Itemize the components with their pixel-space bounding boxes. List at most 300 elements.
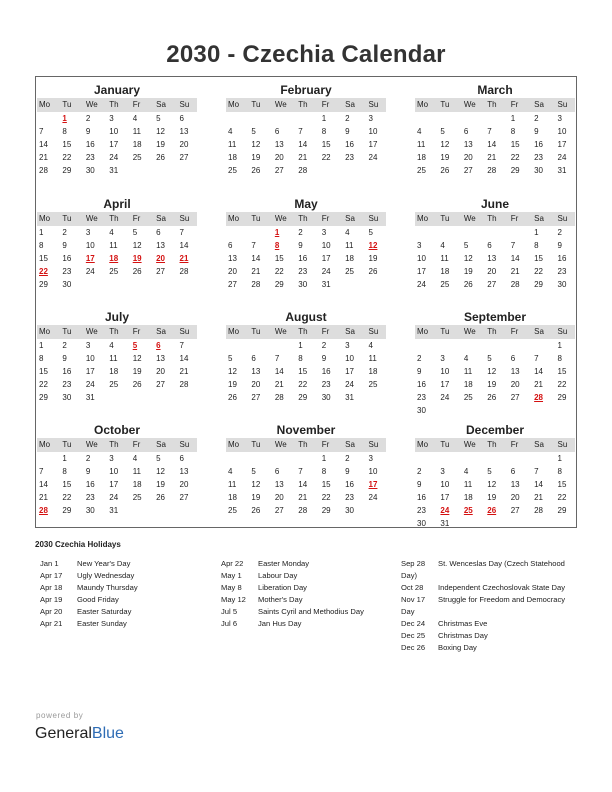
holiday-date: Apr 17: [40, 571, 63, 580]
day-cell: 7: [39, 467, 44, 476]
day-cell: 10: [417, 254, 426, 263]
day-cell: 21: [179, 367, 189, 376]
day-cell: 16: [62, 254, 72, 263]
day-cell: 25: [109, 380, 119, 389]
day-cell: 18: [228, 153, 237, 162]
holiday-list-item: [401, 630, 576, 642]
day-cell: 5: [156, 454, 161, 463]
weekday-label: Su: [557, 100, 568, 109]
holiday-name: Christmas Eve: [438, 619, 488, 628]
holiday-day-cell: 18: [109, 254, 119, 263]
weekday-label: Tu: [62, 440, 72, 449]
empty-cell: [226, 339, 249, 352]
holiday-date: Jan 1: [40, 559, 59, 568]
empty-cell: [485, 112, 508, 125]
weekday-header: [226, 325, 386, 339]
holiday-name: Easter Saturday: [77, 607, 132, 616]
holiday-list-item: [40, 582, 215, 594]
day-cell: 11: [109, 354, 118, 363]
day-cell: 1: [321, 454, 327, 463]
day-cell: 21: [39, 493, 48, 502]
day-cell: 19: [156, 140, 166, 149]
day-cell: 31: [557, 166, 567, 175]
holiday-list-item: [221, 594, 396, 606]
week-row: [415, 339, 575, 352]
holiday-column-2: [221, 558, 396, 630]
empty-cell: [556, 517, 579, 530]
day-cell: 25: [345, 267, 355, 276]
day-cell: 30: [417, 406, 426, 415]
weekday-label: Fr: [510, 327, 519, 336]
weekday-label: Mo: [417, 214, 429, 223]
day-cell: 5: [156, 114, 161, 123]
day-cell: 20: [463, 153, 473, 162]
day-cell: 1: [534, 228, 539, 237]
holiday-day-cell: 17: [368, 480, 378, 489]
empty-cell: [249, 339, 272, 352]
day-cell: 23: [62, 380, 72, 389]
day-cell: 31: [109, 506, 119, 515]
weekday-label: Tu: [62, 100, 72, 109]
day-cell: 11: [228, 480, 237, 489]
day-cell: 17: [417, 267, 426, 276]
day-cell: 18: [132, 480, 142, 489]
day-cell: 30: [557, 280, 567, 289]
day-cell: 5: [440, 127, 445, 136]
weekday-label: Sa: [534, 100, 544, 109]
day-cell: 6: [274, 127, 280, 136]
day-cell: 5: [132, 228, 138, 237]
weekday-label: Su: [179, 327, 190, 336]
empty-cell: [438, 452, 461, 465]
day-cell: 18: [109, 367, 119, 376]
empty-cell: [226, 226, 249, 239]
day-cell: 29: [39, 280, 48, 289]
weekday-label: Th: [487, 100, 497, 109]
day-cell: 9: [557, 241, 562, 250]
weekday-label: Su: [368, 100, 379, 109]
empty-cell: [367, 278, 390, 291]
day-cell: 30: [85, 166, 95, 175]
day-cell: 29: [321, 506, 331, 515]
weekday-header: [415, 325, 575, 339]
day-cell: 6: [251, 354, 256, 363]
holiday-list-item: [221, 606, 396, 618]
day-cell: 7: [298, 467, 303, 476]
day-cell: 20: [510, 380, 520, 389]
day-cell: 14: [39, 140, 48, 149]
month-november: [226, 422, 386, 517]
day-cell: 12: [251, 140, 261, 149]
day-cell: 11: [109, 241, 118, 250]
week-row: [415, 239, 575, 252]
holiday-list-item: [40, 606, 215, 618]
day-cell: 27: [510, 393, 520, 402]
empty-cell: [249, 452, 272, 465]
day-cell: 25: [109, 267, 119, 276]
day-cell: 16: [62, 367, 72, 376]
day-cell: 18: [417, 153, 426, 162]
weekday-label: Mo: [228, 100, 240, 109]
day-cell: 24: [109, 493, 119, 502]
holiday-name: Maundy Thursday: [77, 583, 138, 592]
day-cell: 30: [345, 506, 355, 515]
empty-cell: [462, 404, 485, 417]
week-row: [415, 278, 575, 291]
day-cell: 21: [39, 153, 48, 162]
day-cell: 1: [298, 341, 303, 350]
day-cell: 3: [321, 228, 327, 237]
week-row: [226, 239, 386, 252]
weekday-label: Th: [298, 214, 308, 223]
holiday-list-item: [40, 618, 215, 630]
powered-by-text: powered by: [36, 711, 84, 720]
brand-logo[interactable]: [35, 725, 124, 743]
weekday-label: Th: [487, 214, 497, 223]
day-cell: 11: [368, 354, 377, 363]
day-cell: 25: [228, 506, 237, 515]
day-cell: 27: [156, 267, 166, 276]
month-may: [226, 196, 386, 291]
day-cell: 13: [179, 467, 189, 476]
day-cell: 6: [487, 241, 492, 250]
month-name: April: [103, 197, 131, 211]
holiday-name: Ugly Wednesday: [77, 571, 135, 580]
day-cell: 11: [417, 140, 426, 149]
holiday-name: Liberation Day: [258, 583, 307, 592]
day-cell: 4: [109, 228, 114, 237]
day-cell: 7: [251, 241, 256, 250]
day-cell: 26: [487, 393, 497, 402]
weekday-header: [37, 212, 197, 226]
week-row: [37, 391, 197, 404]
day-cell: 20: [179, 140, 189, 149]
day-cell: 24: [368, 153, 378, 162]
day-cell: 8: [321, 467, 327, 476]
day-cell: 23: [85, 153, 95, 162]
holiday-name: Good Friday: [77, 595, 119, 604]
day-cell: 26: [132, 380, 142, 389]
day-cell: 10: [368, 127, 378, 136]
day-cell: 29: [534, 280, 544, 289]
day-cell: 22: [298, 380, 308, 389]
day-cell: 8: [39, 354, 44, 363]
empty-cell: [532, 452, 555, 465]
empty-cell: [249, 226, 272, 239]
day-cell: 1: [62, 454, 67, 463]
holiday-date: Nov 17: [401, 595, 426, 604]
weekday-label: Tu: [251, 327, 261, 336]
day-cell: 12: [487, 480, 497, 489]
weekday-header: [415, 212, 575, 226]
day-cell: 18: [440, 267, 450, 276]
holiday-column-3: [401, 558, 576, 654]
holiday-date: Dec 25: [401, 631, 426, 640]
day-cell: 1: [557, 341, 562, 350]
day-cell: 31: [85, 393, 95, 402]
empty-cell: [532, 517, 555, 530]
day-cell: 1: [321, 114, 327, 123]
day-cell: 10: [440, 367, 450, 376]
week-row: [37, 112, 197, 125]
day-cell: 4: [132, 114, 138, 123]
day-cell: 20: [274, 493, 284, 502]
week-row: [226, 138, 386, 151]
day-cell: 16: [345, 480, 355, 489]
month-name: May: [294, 197, 318, 211]
day-cell: 3: [85, 341, 91, 350]
weekday-label: Th: [298, 440, 308, 449]
day-cell: 18: [463, 493, 473, 502]
empty-cell: [37, 112, 60, 125]
day-cell: 14: [179, 241, 189, 250]
day-cell: 17: [85, 367, 95, 376]
day-cell: 4: [132, 454, 138, 463]
day-cell: 18: [368, 367, 378, 376]
day-cell: 25: [368, 380, 378, 389]
day-cell: 21: [274, 380, 284, 389]
week-row: [37, 478, 197, 491]
day-cell: 31: [321, 280, 331, 289]
day-cell: 28: [179, 267, 189, 276]
day-cell: 28: [179, 380, 189, 389]
holiday-day-cell: 26: [487, 506, 497, 515]
holiday-name: Easter Monday: [258, 559, 310, 568]
weekday-label: Mo: [39, 100, 51, 109]
week-row: [226, 112, 386, 125]
holiday-day-cell: 28: [39, 506, 48, 515]
weekday-label: Sa: [534, 214, 544, 223]
weekday-label: Sa: [345, 440, 355, 449]
week-row: [37, 365, 197, 378]
week-row: [415, 226, 575, 239]
day-cell: 4: [109, 341, 114, 350]
holiday-name: Saints Cyril and Methodius Day: [258, 607, 364, 616]
day-cell: 2: [534, 114, 539, 123]
week-row: [415, 151, 575, 164]
day-cell: 14: [179, 354, 189, 363]
day-cell: 7: [487, 127, 492, 136]
day-cell: 30: [298, 280, 308, 289]
day-cell: 10: [321, 241, 331, 250]
day-cell: 28: [274, 393, 284, 402]
week-row: [37, 491, 197, 504]
day-cell: 13: [156, 241, 166, 250]
weekday-label: Fr: [132, 214, 141, 223]
holiday-name: New Year's Day: [77, 559, 131, 568]
weekday-label: We: [85, 214, 98, 223]
empty-cell: [154, 164, 177, 177]
day-cell: 26: [251, 506, 261, 515]
holiday-date: Apr 20: [40, 607, 63, 616]
day-cell: 3: [368, 454, 373, 463]
weekday-label: Mo: [228, 440, 240, 449]
day-cell: 27: [463, 166, 473, 175]
day-cell: 6: [274, 467, 280, 476]
day-cell: 26: [156, 493, 166, 502]
weekday-label: Fr: [132, 440, 141, 449]
weekday-label: Fr: [321, 327, 330, 336]
day-cell: 15: [62, 140, 72, 149]
day-cell: 8: [39, 241, 44, 250]
week-row: [226, 164, 386, 177]
day-cell: 3: [368, 114, 373, 123]
day-cell: 11: [463, 367, 473, 376]
empty-cell: [415, 112, 438, 125]
day-cell: 10: [85, 354, 95, 363]
weekday-header: [37, 325, 197, 339]
day-cell: 22: [510, 153, 520, 162]
day-cell: 3: [109, 114, 114, 123]
month-september: [415, 309, 575, 417]
weekday-label: Sa: [534, 440, 544, 449]
week-row: [415, 112, 575, 125]
day-cell: 5: [251, 127, 256, 136]
day-cell: 30: [534, 166, 544, 175]
weekday-label: Su: [368, 327, 379, 336]
holiday-list-item: [221, 618, 396, 630]
weekday-label: Th: [298, 100, 308, 109]
day-cell: 16: [557, 254, 567, 263]
holiday-date: Apr 18: [40, 583, 63, 592]
empty-cell: [462, 452, 485, 465]
day-cell: 27: [251, 393, 261, 402]
weekday-label: Tu: [440, 214, 450, 223]
weekday-label: Su: [557, 214, 568, 223]
week-row: [415, 125, 575, 138]
weekday-label: Su: [368, 440, 379, 449]
week-row: [226, 339, 386, 352]
day-cell: 30: [62, 393, 72, 402]
day-cell: 22: [62, 493, 72, 502]
week-row: [226, 278, 386, 291]
weekday-label: Su: [557, 440, 568, 449]
day-cell: 8: [510, 127, 516, 136]
day-cell: 7: [274, 354, 280, 363]
empty-cell: [509, 226, 532, 239]
month-august: [226, 309, 386, 404]
holiday-day-cell: 22: [39, 267, 48, 276]
day-cell: 14: [274, 367, 284, 376]
day-cell: 5: [487, 354, 492, 363]
day-cell: 19: [132, 367, 142, 376]
week-row: [226, 226, 386, 239]
day-cell: 21: [251, 267, 261, 276]
day-cell: 27: [510, 506, 520, 515]
day-cell: 12: [463, 254, 473, 263]
weekday-label: Th: [109, 440, 119, 449]
day-cell: 23: [85, 493, 95, 502]
day-cell: 6: [228, 241, 233, 250]
day-cell: 19: [440, 153, 450, 162]
day-cell: 16: [417, 493, 426, 502]
day-cell: 21: [298, 153, 308, 162]
day-cell: 16: [534, 140, 544, 149]
weekday-label: We: [463, 440, 476, 449]
week-row: [37, 352, 197, 365]
day-cell: 1: [39, 341, 44, 350]
weekday-label: Tu: [62, 214, 72, 223]
day-cell: 4: [463, 467, 469, 476]
day-cell: 23: [534, 153, 544, 162]
empty-cell: [438, 404, 461, 417]
week-row: [226, 365, 386, 378]
day-cell: 28: [510, 280, 520, 289]
day-cell: 24: [345, 380, 355, 389]
day-cell: 21: [510, 267, 520, 276]
day-cell: 23: [298, 267, 308, 276]
day-cell: 14: [39, 480, 48, 489]
weekday-label: Th: [298, 327, 308, 336]
day-cell: 9: [345, 127, 350, 136]
week-row: [37, 378, 197, 391]
holiday-list-item: [401, 642, 576, 654]
weekday-header: [415, 438, 575, 452]
day-cell: 30: [62, 280, 72, 289]
day-cell: 9: [345, 467, 350, 476]
day-cell: 9: [62, 241, 67, 250]
day-cell: 12: [251, 480, 261, 489]
day-cell: 8: [557, 354, 562, 363]
day-cell: 8: [534, 241, 539, 250]
day-cell: 17: [321, 254, 331, 263]
weekday-header: [37, 98, 197, 112]
day-cell: 13: [487, 254, 497, 263]
week-row: [415, 265, 575, 278]
day-cell: 20: [228, 267, 237, 276]
day-cell: 10: [85, 241, 95, 250]
day-cell: 13: [274, 480, 284, 489]
day-cell: 7: [39, 127, 44, 136]
week-row: [415, 352, 575, 365]
day-cell: 18: [228, 493, 237, 502]
week-row: [37, 452, 197, 465]
day-cell: 27: [179, 153, 189, 162]
month-april: [37, 196, 197, 291]
brand-logo-part1: General: [35, 725, 92, 742]
holiday-date: Oct 28: [401, 583, 424, 592]
empty-cell: [178, 391, 201, 404]
day-cell: 12: [487, 367, 497, 376]
day-cell: 13: [274, 140, 284, 149]
holiday-name: Independent Czechoslovak State Day: [438, 583, 566, 592]
weekday-label: Fr: [510, 440, 519, 449]
week-row: [37, 339, 197, 352]
day-cell: 29: [39, 393, 48, 402]
day-cell: 1: [557, 454, 562, 463]
weekday-label: Tu: [251, 440, 261, 449]
holiday-list-item: [221, 570, 396, 582]
week-row: [226, 452, 386, 465]
weekday-label: Th: [109, 214, 119, 223]
empty-cell: [226, 452, 249, 465]
day-cell: 16: [321, 367, 331, 376]
week-row: [415, 391, 575, 404]
weekday-label: Tu: [251, 100, 261, 109]
day-cell: 11: [132, 127, 141, 136]
day-cell: 2: [345, 114, 350, 123]
weekday-label: Su: [179, 440, 190, 449]
weekday-label: Fr: [510, 214, 519, 223]
day-cell: 24: [85, 380, 95, 389]
day-cell: 17: [109, 480, 119, 489]
day-cell: 17: [109, 140, 119, 149]
page-title: 2030 - Czechia Calendar: [166, 41, 446, 68]
day-cell: 4: [440, 241, 445, 250]
holiday-day-cell: 17: [85, 254, 95, 263]
day-cell: 22: [557, 493, 567, 502]
day-cell: 16: [417, 380, 426, 389]
